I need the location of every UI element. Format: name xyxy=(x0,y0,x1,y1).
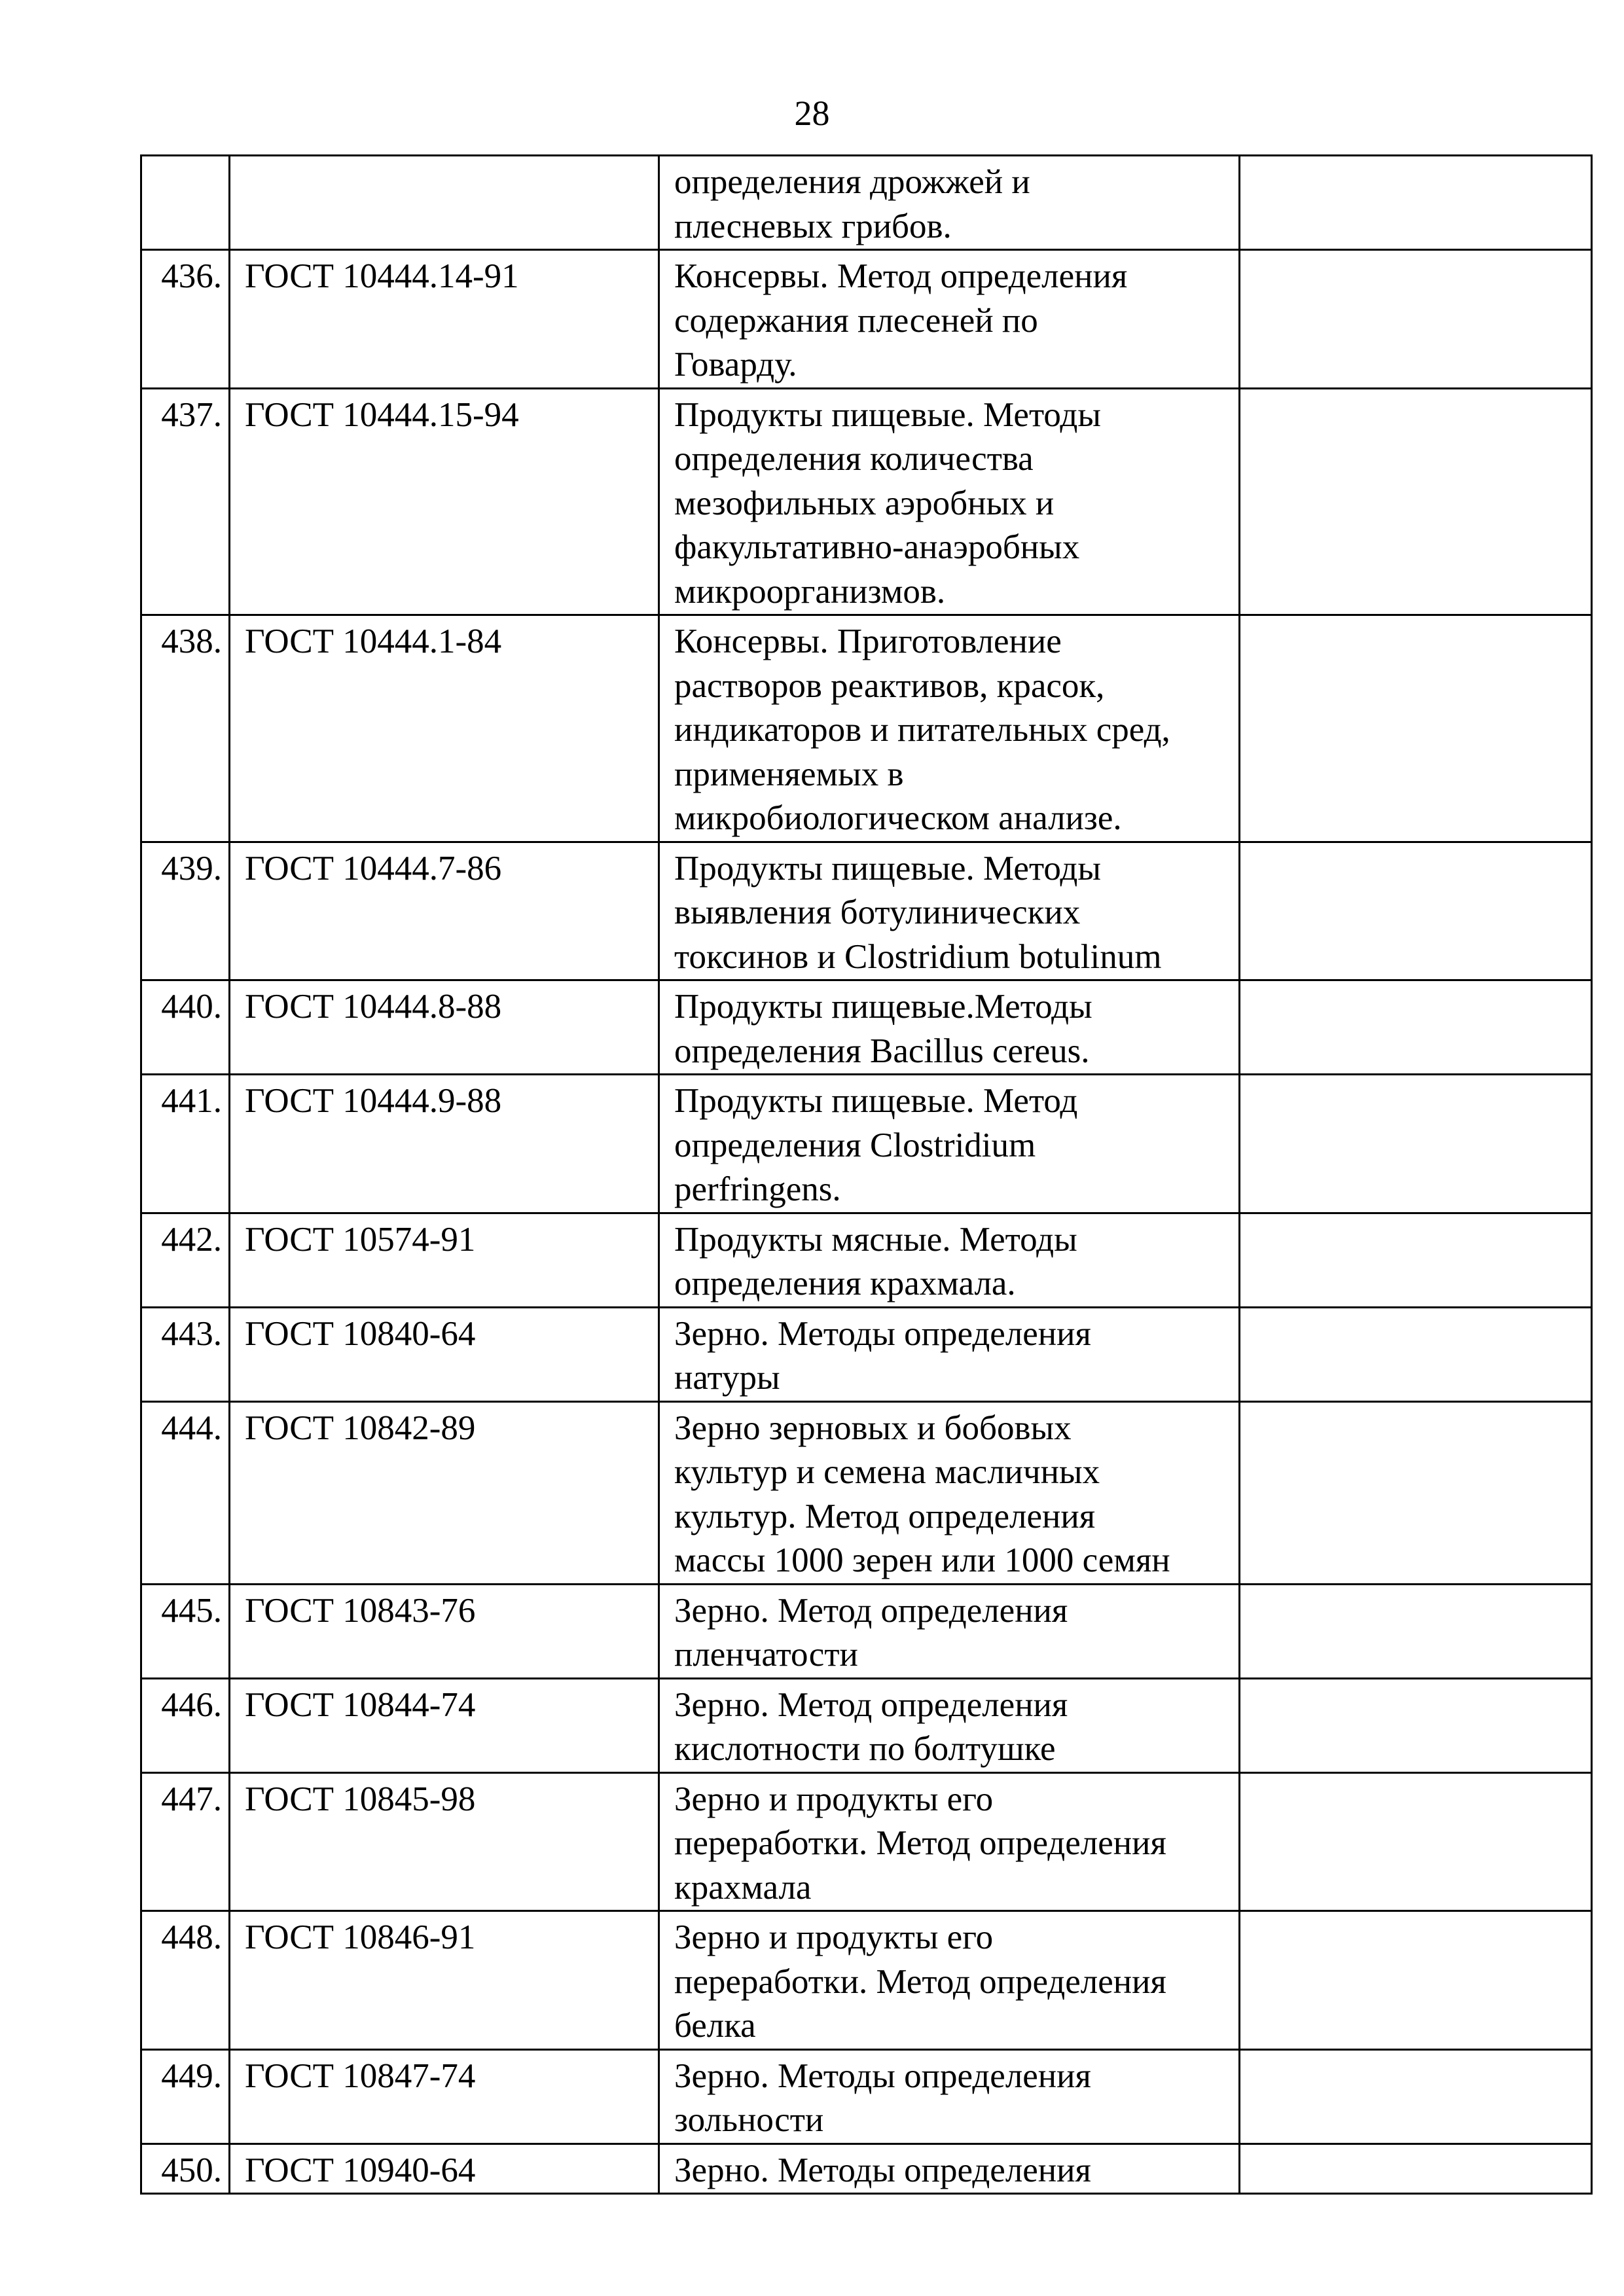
standard-title-line: Консервы. Метод определения xyxy=(674,257,1128,295)
row-number: 448. xyxy=(141,1911,230,2050)
standard-code: ГОСТ 10444.8-88 xyxy=(230,980,659,1075)
table-row xyxy=(141,1075,1592,1213)
table-row xyxy=(141,1401,1592,1584)
standard-code: ГОСТ 10840-64 xyxy=(230,1307,659,1401)
standard-title-line: кислотности по болтушке xyxy=(674,1730,1056,1768)
table-row xyxy=(141,980,1592,1075)
standard-title-line: культур. Метод определения xyxy=(674,1497,1096,1535)
row-number: 437. xyxy=(141,388,230,615)
empty-cell xyxy=(1240,2144,1592,2194)
standard-title-line: определения количества xyxy=(674,440,1034,478)
standard-title xyxy=(659,388,1240,615)
table-row xyxy=(141,1584,1592,1678)
empty-cell xyxy=(1240,980,1592,1075)
standard-code: ГОСТ 10940-64 xyxy=(230,2144,659,2194)
standard-title xyxy=(659,980,1240,1075)
standard-title xyxy=(659,1911,1240,2050)
standard-title xyxy=(659,1213,1240,1307)
standard-code xyxy=(230,156,659,250)
standard-title-line: Продукты мясные. Методы xyxy=(674,1220,1077,1259)
empty-cell xyxy=(1240,1911,1592,2050)
empty-cell xyxy=(1240,250,1592,389)
standard-title-line: Говарду. xyxy=(674,346,797,384)
standard-title-line: индикаторов и питательных сред, xyxy=(674,711,1170,749)
row-number: 444. xyxy=(141,1401,230,1584)
standard-title xyxy=(659,1584,1240,1678)
row-number: 440. xyxy=(141,980,230,1075)
row-number: 447. xyxy=(141,1772,230,1911)
standard-title-line: определения Bacillus cereus. xyxy=(674,1031,1090,1070)
empty-cell xyxy=(1240,842,1592,980)
standard-title xyxy=(659,2049,1240,2144)
standard-title xyxy=(659,156,1240,250)
standard-code: ГОСТ 10444.14-91 xyxy=(230,250,659,389)
standard-title-line: пленчатости xyxy=(674,1636,858,1674)
standard-title-line: культур и семена масличных xyxy=(674,1453,1100,1491)
table-row xyxy=(141,615,1592,842)
standard-title-line: микробиологическом анализе. xyxy=(674,799,1122,837)
empty-cell xyxy=(1240,1401,1592,1584)
empty-cell xyxy=(1240,1584,1592,1678)
table-row xyxy=(141,2049,1592,2144)
empty-cell xyxy=(1240,1307,1592,1401)
table-row xyxy=(141,1911,1592,2050)
table-row xyxy=(141,2144,1592,2194)
standard-title-line: мезофильных аэробных и xyxy=(674,484,1055,522)
table-row xyxy=(141,1772,1592,1911)
empty-cell xyxy=(1240,1772,1592,1911)
standard-title-line: микроорганизмов. xyxy=(674,572,946,611)
row-number: 445. xyxy=(141,1584,230,1678)
standard-code: ГОСТ 10846-91 xyxy=(230,1911,659,2050)
standard-code: ГОСТ 10444.7-86 xyxy=(230,842,659,980)
standard-code: ГОСТ 10444.15-94 xyxy=(230,388,659,615)
standard-title-line: определения крахмала. xyxy=(674,1265,1016,1302)
page-number: 28 xyxy=(794,94,830,133)
standard-title-line: Зерно. Методы определения xyxy=(674,2151,1091,2189)
standard-title-line: Зерно. Метод определения xyxy=(674,1591,1068,1630)
standard-title-line: содержания плесеней по xyxy=(674,301,1038,340)
standard-title-line: Зерно зерновых и бобовых xyxy=(674,1408,1072,1447)
empty-cell xyxy=(1240,156,1592,250)
standard-title-line: определения дрожжей и xyxy=(674,163,1030,201)
table-row xyxy=(141,156,1592,250)
standard-code: ГОСТ 10444.1-84 xyxy=(230,615,659,842)
standard-title-line: переработки. Метод определения xyxy=(674,1962,1166,2001)
standard-title xyxy=(659,615,1240,842)
standard-code: ГОСТ 10444.9-88 xyxy=(230,1075,659,1213)
standard-title-line: переработки. Метод определения xyxy=(674,1824,1166,1862)
standard-title-line: perfringens. xyxy=(674,1170,841,1208)
standard-title-line: токсинов и Clostridium botulinum xyxy=(674,937,1162,976)
standard-title xyxy=(659,1075,1240,1213)
table-row xyxy=(141,1678,1592,1772)
standard-title-line: Консервы. Приготовление xyxy=(674,622,1062,660)
row-number: 441. xyxy=(141,1075,230,1213)
row-number: 436. xyxy=(141,250,230,389)
row-number: 442. xyxy=(141,1213,230,1307)
standard-title-line: растворов реактивов, красок, xyxy=(674,666,1105,705)
empty-cell xyxy=(1240,1678,1592,1772)
row-number: 449. xyxy=(141,2049,230,2144)
standard-title xyxy=(659,842,1240,980)
standard-title xyxy=(659,1772,1240,1911)
standard-title xyxy=(659,250,1240,389)
standard-title-line: массы 1000 зерен или 1000 семян xyxy=(674,1541,1170,1579)
standard-code: ГОСТ 10845-98 xyxy=(230,1772,659,1911)
standard-title xyxy=(659,2144,1240,2194)
row-number: 443. xyxy=(141,1307,230,1401)
standard-title-line: определения Clostridium xyxy=(674,1126,1036,1164)
table-row xyxy=(141,1307,1592,1401)
standard-title-line: Продукты пищевые. Методы xyxy=(674,849,1101,888)
standard-title xyxy=(659,1401,1240,1584)
table-row xyxy=(141,1213,1592,1307)
standard-title-line: Зерно. Методы определения xyxy=(674,2056,1091,2095)
standard-title-line: Продукты пищевые. Метод xyxy=(674,1082,1078,1120)
standard-title-line: Зерно и продукты его xyxy=(674,1918,994,1956)
empty-cell xyxy=(1240,1075,1592,1213)
standard-title-line: натуры xyxy=(674,1359,780,1397)
row-number: 450. xyxy=(141,2144,230,2194)
standard-title-line: Зерно. Метод определения xyxy=(674,1685,1068,1724)
standard-title-line: применяемых в xyxy=(674,755,904,793)
row-number: 438. xyxy=(141,615,230,842)
standard-title xyxy=(659,1307,1240,1401)
standard-title-line: Зерно и продукты его xyxy=(674,1780,994,1818)
table-body xyxy=(141,156,1592,2194)
standard-title xyxy=(659,1678,1240,1772)
row-number: 446. xyxy=(141,1678,230,1772)
row-number: 439. xyxy=(141,842,230,980)
empty-cell xyxy=(1240,2049,1592,2144)
standard-title-line: зольности xyxy=(674,2101,824,2139)
standard-code: ГОСТ 10843-76 xyxy=(230,1584,659,1678)
standard-title-line: крахмала xyxy=(674,1868,812,1907)
empty-cell xyxy=(1240,615,1592,842)
empty-cell xyxy=(1240,1213,1592,1307)
standard-title-line: плесневых грибов. xyxy=(674,207,952,245)
standard-title-line: Продукты пищевые. Методы xyxy=(674,395,1101,434)
standard-code: ГОСТ 10847-74 xyxy=(230,2049,659,2144)
table-row xyxy=(141,388,1592,615)
standard-title-line: Продукты пищевые.Методы xyxy=(674,988,1092,1026)
standards-table xyxy=(140,154,1593,2195)
standard-code: ГОСТ 10844-74 xyxy=(230,1678,659,1772)
standard-title-line: белка xyxy=(674,2007,756,2045)
standard-code: ГОСТ 10842-89 xyxy=(230,1401,659,1584)
standard-title-line: выявления ботулинических xyxy=(674,893,1081,931)
table-row xyxy=(141,250,1592,389)
standard-title-line: Зерно. Методы определения xyxy=(674,1314,1091,1353)
table-row xyxy=(141,842,1592,980)
standard-code: ГОСТ 10574-91 xyxy=(230,1213,659,1307)
empty-cell xyxy=(1240,388,1592,615)
standard-title-line: факультативно-анаэробных xyxy=(674,528,1080,566)
row-number xyxy=(141,156,230,250)
